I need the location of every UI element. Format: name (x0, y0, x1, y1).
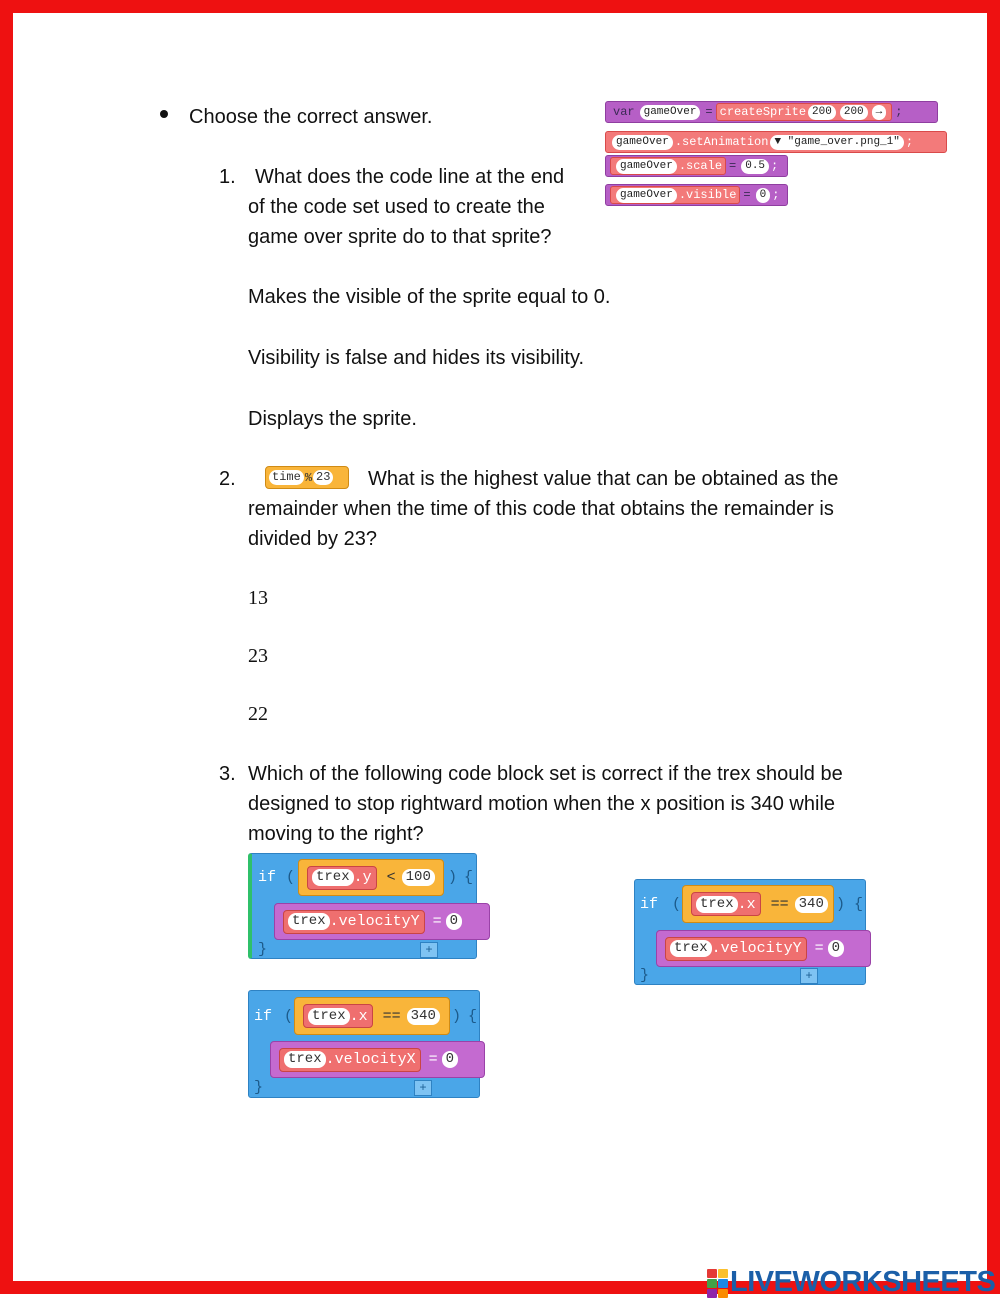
operator: == (382, 1007, 401, 1025)
brace-close: } (640, 967, 650, 984)
set-equals: = (428, 1051, 438, 1068)
scale-object: gameOver (616, 159, 677, 174)
cond-lhs (307, 866, 377, 890)
set-obj: trex (284, 1051, 326, 1068)
arrow-icon: → (872, 105, 887, 120)
semicolon: ; (895, 105, 903, 119)
if-keyword: if (258, 869, 277, 886)
brace-close: } (258, 941, 268, 958)
scale-prop: .scale (678, 159, 723, 173)
semicolon: ; (905, 135, 914, 149)
q2-line-3: divided by 23? (248, 528, 377, 550)
semicolon: ; (771, 159, 779, 173)
assign-b (656, 930, 871, 967)
q1-line-2: of the code set used to create the (248, 196, 545, 218)
set-prop: .velocityY (329, 913, 420, 930)
logo-text: LIVEWORKSHEETS (730, 1266, 996, 1298)
q2-option-1[interactable]: 13 (248, 587, 268, 609)
visible-row (605, 184, 788, 206)
assign-lhs (279, 1048, 421, 1072)
logo-icon (707, 1269, 727, 1297)
set-prop: .velocityX (325, 1051, 416, 1068)
var-keyword: var (613, 105, 635, 119)
mod-var: time (269, 470, 304, 485)
brace-close: } (254, 1079, 264, 1096)
equals-sign: = (705, 105, 713, 119)
arg-y: 200 (840, 105, 868, 120)
code-option-a[interactable] (248, 853, 492, 960)
obj-name: trex (312, 869, 354, 886)
q1-option-3[interactable]: Displays the sprite. (248, 408, 417, 430)
close-paren: ) (836, 896, 846, 913)
condition-c (294, 997, 450, 1035)
set-animation-row (605, 131, 947, 153)
set-equals: = (432, 913, 442, 930)
plus-icon[interactable]: + (414, 1080, 432, 1096)
arg-x: 200 (808, 105, 836, 120)
set-value: 0 (828, 940, 844, 957)
assign-c (270, 1041, 485, 1078)
visible-prop: .visible (678, 188, 737, 202)
q3-line-3: moving to the right? (248, 823, 424, 845)
prop-name: .y (353, 869, 372, 886)
var-gameover-row (605, 101, 938, 123)
open-paren: ( (286, 869, 296, 886)
q1-option-2[interactable]: Visibility is false and hides its visibility. (248, 347, 585, 369)
open-paren: ( (672, 896, 682, 913)
visible-value: 0 (756, 188, 771, 203)
set-equals: = (814, 940, 824, 957)
q3-number: 3. (219, 763, 236, 785)
if-keyword: if (640, 896, 659, 913)
q2-option-2[interactable]: 23 (248, 645, 268, 667)
set-obj: trex (288, 913, 330, 930)
prop-name: .x (349, 1007, 368, 1025)
q3-line-1: Which of the following code block set is correct if the trex should be (248, 763, 843, 785)
cond-value: 340 (407, 1008, 440, 1025)
close-paren: ) (448, 869, 458, 886)
plus-icon[interactable]: + (800, 968, 818, 984)
code-option-b[interactable] (634, 879, 874, 989)
q1-line-3: game over sprite do to that sprite? (248, 226, 552, 248)
visible-lhs (610, 186, 740, 204)
visible-object: gameOver (616, 188, 677, 203)
q1-option-1[interactable]: Makes the visible of the sprite equal to 0. (248, 286, 611, 308)
q2-number: 2. (219, 468, 236, 490)
open-paren: ( (284, 1008, 294, 1025)
equals-sign: = (743, 188, 751, 202)
mod-operator: % (304, 470, 313, 485)
brace-open: { (468, 1008, 478, 1025)
q2-line-1: What is the highest value that can be obtained as the (368, 468, 839, 490)
time-mod-block (265, 466, 349, 489)
bullet-dot (160, 110, 168, 118)
cond-lhs (303, 1004, 373, 1028)
obj-name: trex (696, 896, 738, 913)
q2-line-2: remainder when the time of this code that obtains the remainder is (248, 498, 834, 520)
plus-icon[interactable]: + (420, 942, 438, 958)
cond-lhs (691, 892, 761, 916)
obj-name: trex (308, 1008, 350, 1025)
anim-arg: ▼ "game_over.png_1" (770, 135, 903, 150)
create-sprite-fn: createSprite (719, 105, 807, 119)
cond-value: 100 (402, 869, 435, 886)
if-keyword: if (254, 1008, 273, 1025)
instruction-text: Choose the correct answer. (189, 106, 433, 128)
brace-open: { (464, 869, 474, 886)
mod-number: 23 (313, 470, 333, 485)
q2-option-3[interactable]: 22 (248, 703, 268, 725)
set-obj: trex (670, 940, 712, 957)
condition-a (298, 859, 444, 896)
cond-value: 340 (795, 896, 828, 913)
anim-method: .setAnimation (674, 135, 769, 149)
liveworksheets-logo (707, 1266, 995, 1299)
operator: == (770, 895, 789, 913)
condition-b (682, 885, 834, 923)
anim-object: gameOver (612, 135, 673, 150)
equals-sign: = (729, 159, 737, 173)
set-value: 0 (442, 1051, 458, 1068)
assign-a (274, 903, 490, 940)
scale-row (605, 155, 788, 177)
create-sprite-call (716, 103, 893, 121)
q1-number: 1. (219, 166, 236, 188)
code-option-c[interactable] (248, 990, 488, 1100)
q3-line-2: designed to stop rightward motion when the x position is 340 while (248, 793, 836, 815)
assign-lhs (665, 937, 807, 961)
scale-lhs (610, 157, 726, 175)
scale-value: 0.5 (741, 159, 769, 174)
var-name: gameOver (640, 105, 701, 120)
set-value: 0 (446, 913, 462, 930)
brace-open: { (854, 896, 864, 913)
semicolon: ; (772, 188, 780, 202)
assign-lhs (283, 910, 425, 934)
close-paren: ) (452, 1008, 462, 1025)
operator: < (386, 869, 396, 886)
set-prop: .velocityY (711, 940, 802, 957)
q1-line-1: What does the code line at the end (255, 166, 565, 188)
prop-name: .x (737, 895, 756, 913)
